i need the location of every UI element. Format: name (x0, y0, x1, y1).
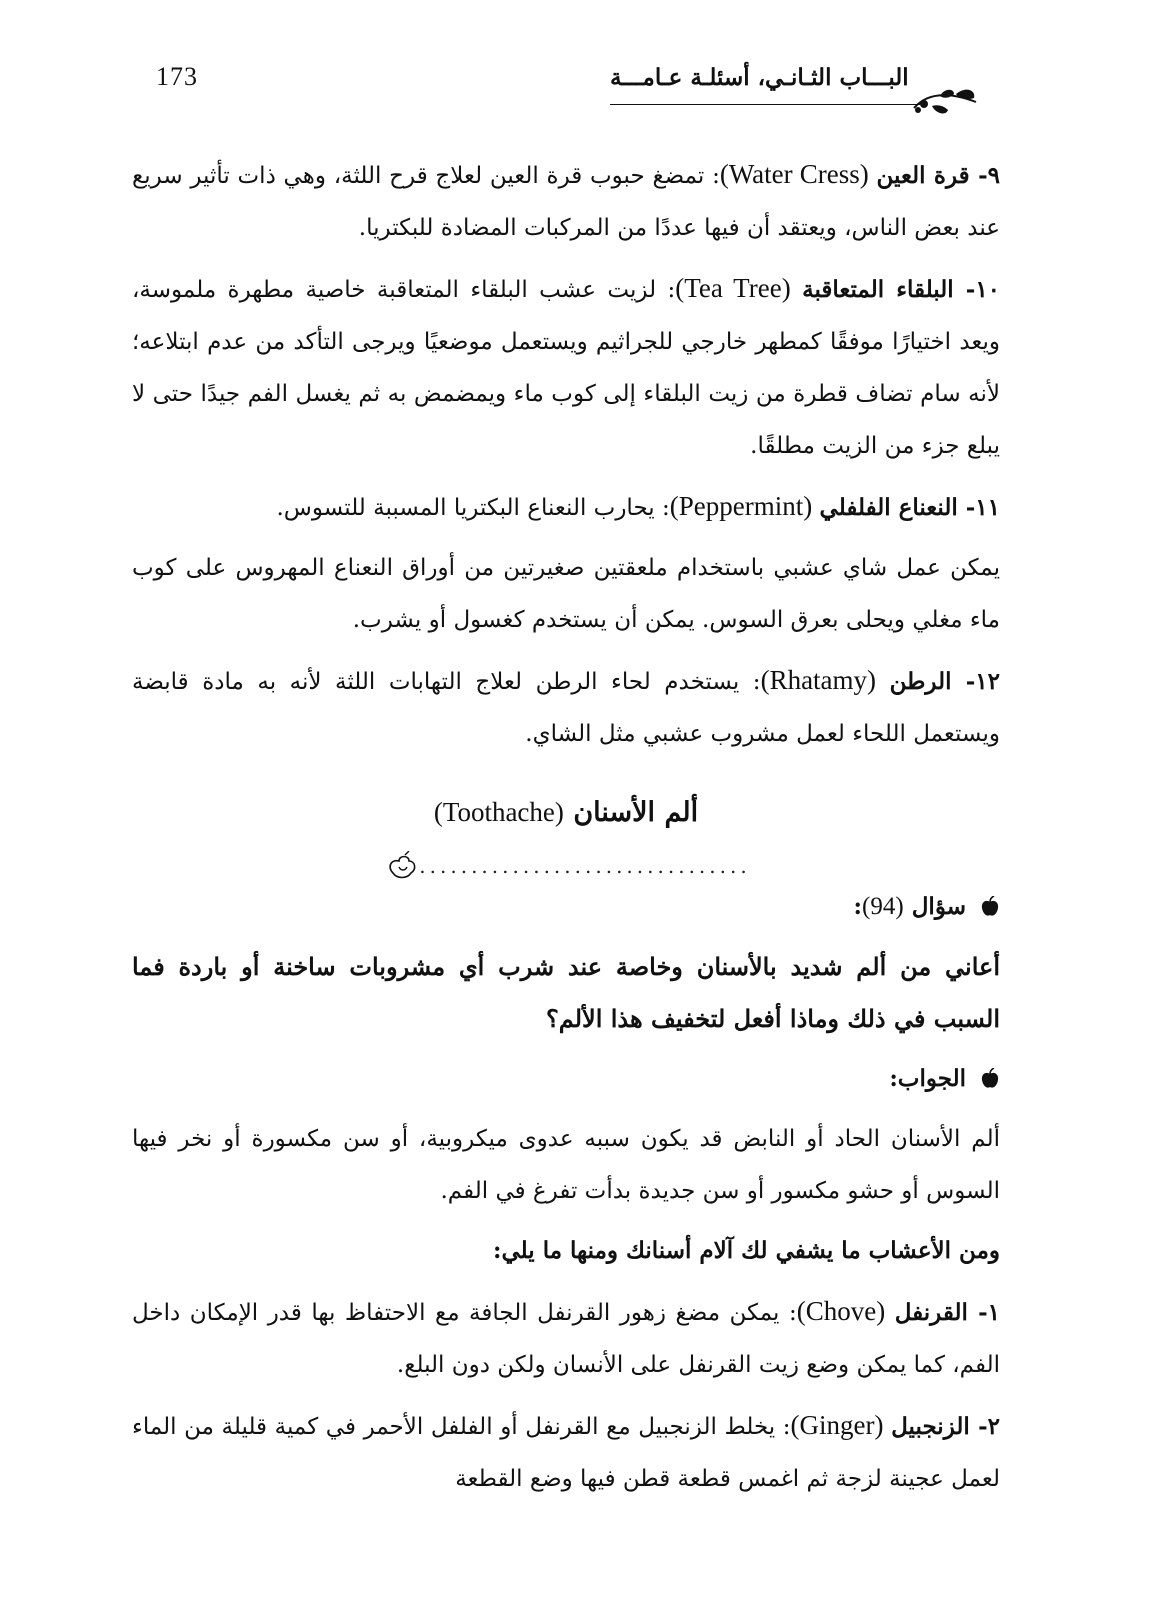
question-number: (94) (862, 893, 904, 920)
running-header (610, 64, 980, 91)
herb-description: : يمكن مضغ زهور القرنفل الجافة مع الاحتفاظ بها قدر الإمكان داخل الفم، كما يمكن وضع زيت القرنفل على الأنسان ولكن دون البلع. (132, 1300, 1000, 1378)
herb-item-ginger (132, 1399, 1000, 1505)
tea-paragraph: يمكن عمل شاي عشبي باستخدام ملعقتين صغيرتين من أوراق النعناع المهروس على كوب ماء مغلي ويحلى بعرق السوس. يمكن أن يستخدم كغسول أو يشرب. (132, 555, 1000, 633)
question-label: سؤال (911, 893, 966, 920)
herb-english-name: (Ginger) (790, 1410, 884, 1440)
header-rule (610, 104, 920, 105)
herb-item-peppermint (132, 480, 1000, 534)
herb-english-name: (Rhatamy) (760, 665, 877, 695)
running-title: البـــاب الثـانـي، أسئلـة عـامـــة (610, 64, 909, 91)
herb-item-water-cress (132, 148, 1000, 254)
herb-title: ١- القرنفل (894, 1299, 1001, 1326)
section-title-arabic: ألم الأسنان (573, 797, 699, 828)
section-title-english: (Toothache) (433, 797, 564, 827)
section-divider (132, 839, 1000, 881)
herb-title: ١٠- البلقاء المتعاقبة (802, 276, 1001, 303)
herb-title: ١٢- الرطن (889, 668, 1000, 695)
page-number: 173 (156, 62, 198, 91)
herb-title: ٩- قرة العين (876, 162, 1001, 189)
herb-english-name: (Peppermint) (669, 491, 813, 521)
apple-icon (980, 1068, 1000, 1090)
question-suffix: : (853, 893, 863, 920)
dotted-rule: ................................ (419, 854, 751, 878)
herb-english-name: (Water Cress) (719, 159, 869, 189)
question-label-line (132, 881, 1000, 933)
leaf-ornament-icon (910, 86, 980, 118)
herb-english-name: (Chove) (796, 1296, 886, 1326)
page-body (132, 148, 1000, 1513)
herbs-intro: ومن الأعشاب ما يشفي لك آلام أسنانك ومنها ما يلي: (493, 1237, 1000, 1264)
herb-description: : يخلط الزنجبيل مع القرنفل أو الفلفل الأحمر في كمية قليلة من الماء لعمل عجينة لزجة ثم اغمس قطعة قطن فيها وضع القطعة (132, 1414, 1000, 1492)
herb-description: : يحارب النعناع البكتريا المسببة للتسوس. (276, 495, 670, 521)
herb-item-tea-tree (132, 262, 1000, 472)
herb-description: : لزيت عشب البلقاء المتعاقبة خاصية مطهرة ملموسة، ويعد اختيارًا موفقًا كمطهر خارجي للجراثيم ويستعمل موضعيًا ويرجى التأكد من عدم ابتلاعه؛ لأنه سام تضاف قطرة من زيت البلقاء إلى كوب ماء ويمضمض به ثم يغسل الفم جيدًا حتى لا يبلع جزء من الزيت مطلقًا. (132, 277, 1000, 459)
answer-text: ألم الأسنان الحاد أو النابض قد يكون سببه عدوى ميكروبية، أو سن مكسورة أو نخر فيها السوس أو حشو مكسور أو سن جديدة بدأت تفرغ في الفم. (132, 1126, 1000, 1204)
herb-description: : تمضغ حبوب قرة العين لعلاج قرح اللثة، وهي ذات تأثير سريع عند بعض الناس، ويعتقد أن فيها عددًا من المركبات المضادة للبكتريا. (132, 163, 1000, 241)
section-heading (132, 786, 1000, 839)
herb-title: ٢- الزنجبيل (891, 1413, 1000, 1440)
question-text: أعاني من ألم شديد بالأسنان وخاصة عند شرب أي مشروبات ساخنة أو باردة فما السبب في ذلك وماذا أفعل لتخفيف هذا الألم؟ (132, 952, 1000, 1033)
herb-title: ١١- النعناع الفلفلي (819, 494, 1000, 521)
flower-ornament-icon (385, 851, 419, 881)
apple-icon (980, 896, 1000, 918)
answer-label: الجواب: (889, 1065, 966, 1092)
answer-label-line (132, 1053, 1000, 1105)
herb-item-rhatamy (132, 654, 1000, 760)
herb-english-name: (Tea Tree) (675, 273, 791, 303)
herb-description: : يستخدم لحاء الرطن لعلاج التهابات اللثة لأنه به مادة قابضة ويستعمل اللحاء لعمل مشروب عشبي مثل الشاي. (132, 669, 1000, 747)
herb-item-clove (132, 1285, 1000, 1391)
